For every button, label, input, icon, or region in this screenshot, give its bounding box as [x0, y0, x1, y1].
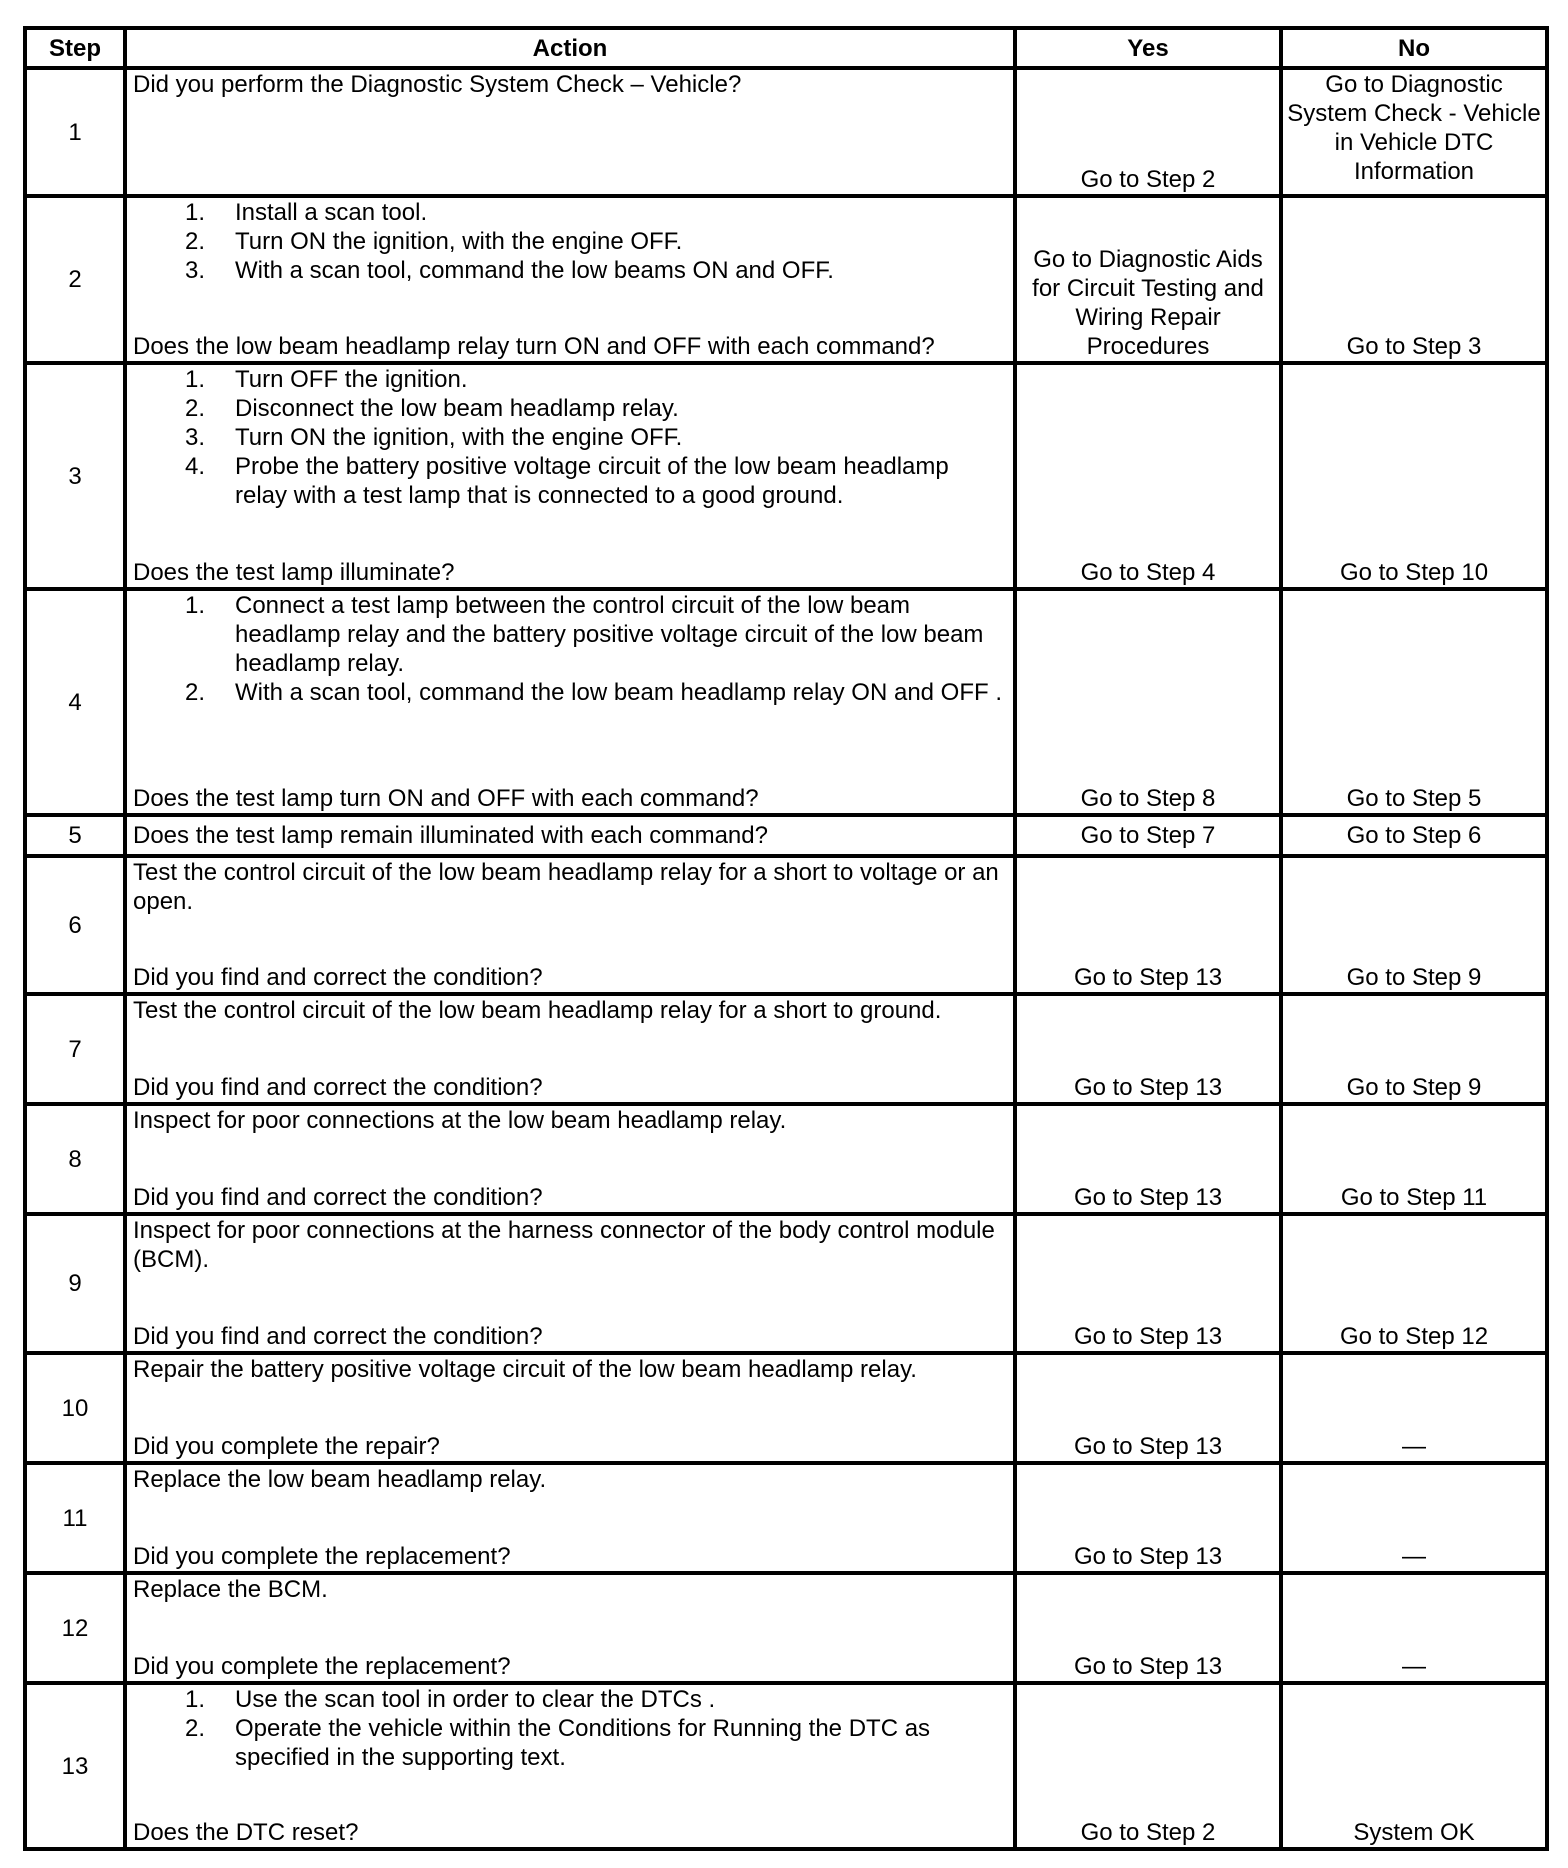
- step-number: 13: [25, 1683, 125, 1849]
- table-row-step-9: [25, 1214, 1547, 1353]
- action-question: Did you complete the repair?: [133, 1433, 440, 1460]
- yes-cell: Go to Step 13: [1015, 856, 1281, 994]
- table-row-step-8: [25, 1104, 1547, 1214]
- no-cell: Go to Step 6: [1281, 815, 1547, 856]
- list-item: 2. Turn ON the ignition, with the engine OFF.: [185, 228, 683, 255]
- list-item: 1. Use the scan tool in order to clear the DTCs .: [185, 1686, 716, 1713]
- action-question: Does the test lamp remain illuminated with each command?: [133, 822, 768, 849]
- action-question: Did you find and correct the condition?: [133, 964, 543, 991]
- yes-cell: Go to Step 13: [1015, 1104, 1281, 1214]
- action-cell: [125, 1353, 1015, 1463]
- yes-cell: Go to Step 13: [1015, 994, 1281, 1104]
- list-item: 2. With a scan tool, command the low beam headlamp relay ON and OFF .: [185, 679, 1003, 706]
- table-row-step-1: [25, 68, 1547, 196]
- action-question: Did you find and correct the condition?: [133, 1184, 543, 1211]
- table-row-step-7: [25, 994, 1547, 1104]
- action-question: Does the test lamp illuminate?: [133, 559, 455, 586]
- list-item: 2. Disconnect the low beam headlamp relay.: [185, 395, 679, 422]
- yes-cell: Go to Step 13: [1015, 1353, 1281, 1463]
- action-cell: [125, 68, 1015, 196]
- step-number: 11: [25, 1463, 125, 1573]
- step-number: 9: [25, 1214, 125, 1353]
- action-cell: [125, 994, 1015, 1104]
- action-cell: [125, 1214, 1015, 1353]
- step-number: 8: [25, 1104, 125, 1214]
- no-cell: Go to Step 3: [1281, 196, 1547, 363]
- diagnostic-table: [23, 26, 1549, 1851]
- table-row-step-13: [25, 1683, 1547, 1849]
- table-row-step-3: [25, 363, 1547, 589]
- action-steps-list: [133, 1685, 1007, 1772]
- yes-cell: Go to Step 13: [1015, 1573, 1281, 1683]
- step-number: 1: [25, 68, 125, 196]
- no-cell: System OK: [1281, 1683, 1547, 1849]
- action-question: Did you find and correct the condition?: [133, 1323, 543, 1350]
- yes-cell: Go to Step 7: [1015, 815, 1281, 856]
- yes-cell: Go to Step 8: [1015, 589, 1281, 815]
- header-yes: Yes: [1015, 28, 1281, 68]
- no-cell: Go to Step 9: [1281, 856, 1547, 994]
- action-cell: [125, 196, 1015, 363]
- yes-cell: Go to Step 13: [1015, 1214, 1281, 1353]
- list-item: 3. Turn ON the ignition, with the engine OFF.: [185, 424, 683, 451]
- action-cell: [125, 363, 1015, 589]
- table-row-step-6: [25, 856, 1547, 994]
- action-question: Did you complete the replacement?: [133, 1543, 511, 1570]
- table-row-step-10: [25, 1353, 1547, 1463]
- step-number: 4: [25, 589, 125, 815]
- action-question: Does the test lamp turn ON and OFF with each command?: [133, 785, 759, 812]
- yes-cell: Go to Diagnostic Aids for Circuit Testing and Wiring Repair Procedures: [1015, 196, 1281, 363]
- yes-cell: Go to Step 13: [1015, 1463, 1281, 1573]
- action-steps-list: [133, 591, 1007, 707]
- step-number: 2: [25, 196, 125, 363]
- step-number: 3: [25, 363, 125, 589]
- header-no: No: [1281, 28, 1547, 68]
- yes-cell: Go to Step 2: [1015, 68, 1281, 196]
- no-cell: Go to Step 9: [1281, 994, 1547, 1104]
- action-question: Did you find and correct the condition?: [133, 1074, 543, 1101]
- no-cell: Go to Step 10: [1281, 363, 1547, 589]
- no-cell: —: [1281, 1573, 1547, 1683]
- step-number: 12: [25, 1573, 125, 1683]
- action-question: Does the DTC reset?: [133, 1819, 359, 1846]
- no-cell: Go to Step 11: [1281, 1104, 1547, 1214]
- action-cell: [125, 589, 1015, 815]
- step-number: 7: [25, 994, 125, 1104]
- list-item: 1. Connect a test lamp between the control circuit of the low beam headlamp relay and the battery positive voltage circuit of the low beam headlamp relay.: [185, 592, 984, 677]
- action-cell: [125, 1573, 1015, 1683]
- header-row: [25, 28, 1547, 68]
- no-cell: Go to Step 5: [1281, 589, 1547, 815]
- yes-cell: Go to Step 2: [1015, 1683, 1281, 1849]
- header-step: Step: [25, 28, 125, 68]
- step-number: 6: [25, 856, 125, 994]
- table-row-step-2: [25, 196, 1547, 363]
- action-cell: [125, 1683, 1015, 1849]
- list-item: 2. Operate the vehicle within the Conditions for Running the DTC as specified in the supporting text.: [185, 1715, 931, 1771]
- action-cell: [125, 856, 1015, 994]
- step-number: 5: [25, 815, 125, 856]
- action-instruction: Replace the BCM.: [133, 1576, 328, 1603]
- action-steps-list: [133, 365, 1007, 510]
- yes-cell: Go to Step 4: [1015, 363, 1281, 589]
- action-instruction: Did you perform the Diagnostic System Check – Vehicle?: [133, 71, 742, 98]
- list-item: 4. Probe the battery positive voltage circuit of the low beam headlamp relay with a test lamp that is connected to a good ground.: [185, 453, 949, 509]
- table-row-step-12: [25, 1573, 1547, 1683]
- table-row-step-11: [25, 1463, 1547, 1573]
- step-number: 10: [25, 1353, 125, 1463]
- no-cell: Go to Step 12: [1281, 1214, 1547, 1353]
- table-row-step-4: [25, 589, 1547, 815]
- list-item: 1. Turn OFF the ignition.: [185, 366, 468, 393]
- action-steps-list: [133, 198, 1007, 285]
- action-instruction: Inspect for poor connections at the harness connector of the body control module (BCM).: [133, 1217, 995, 1273]
- action-question: Does the low beam headlamp relay turn ON and OFF with each command?: [133, 333, 935, 360]
- action-cell: [125, 815, 1015, 856]
- list-item: 1. Install a scan tool.: [185, 199, 428, 226]
- action-cell: [125, 1463, 1015, 1573]
- no-cell: —: [1281, 1353, 1547, 1463]
- header-action: Action: [125, 28, 1015, 68]
- action-instruction: Test the control circuit of the low beam headlamp relay for a short to voltage or an open.: [133, 859, 999, 915]
- action-instruction: Replace the low beam headlamp relay.: [133, 1466, 547, 1493]
- action-instruction: Inspect for poor connections at the low beam headlamp relay.: [133, 1107, 787, 1134]
- no-cell: —: [1281, 1463, 1547, 1573]
- table-row-step-5: [25, 815, 1547, 856]
- action-cell: [125, 1104, 1015, 1214]
- list-item: 3. With a scan tool, command the low beams ON and OFF.: [185, 257, 834, 284]
- action-instruction: Repair the battery positive voltage circuit of the low beam headlamp relay.: [133, 1356, 917, 1383]
- action-instruction: Test the control circuit of the low beam headlamp relay for a short to ground.: [133, 997, 942, 1024]
- action-question: Did you complete the replacement?: [133, 1653, 511, 1680]
- no-cell: Go to Diagnostic System Check - Vehicle in Vehicle DTC Information: [1281, 68, 1547, 196]
